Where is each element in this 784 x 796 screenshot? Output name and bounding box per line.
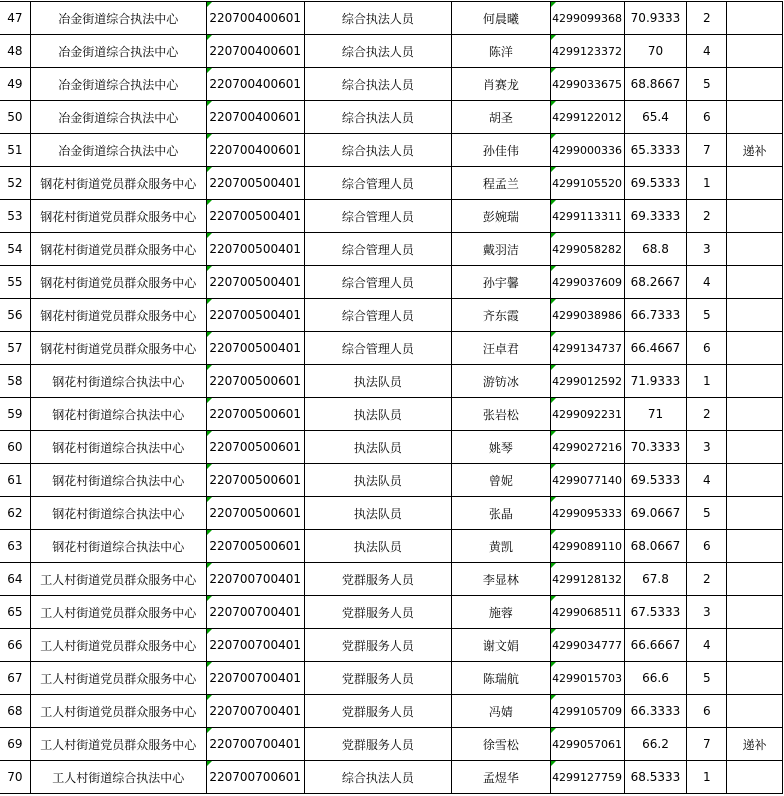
- note-cell: [727, 662, 783, 695]
- ticket-number-cell: 4299127759: [550, 761, 624, 794]
- candidate-name-cell: 汪卓君: [452, 332, 551, 365]
- table-row: [0, 728, 783, 761]
- position-name-cell: 党群服务人员: [304, 629, 451, 662]
- candidate-name-cell: 彭婉瑞: [452, 200, 551, 233]
- table-row: [0, 431, 783, 464]
- table-row: [0, 101, 783, 134]
- table-row: [0, 35, 783, 68]
- position-code-cell: 220700500601: [206, 464, 304, 497]
- rank-cell: 2: [687, 563, 727, 596]
- candidate-name-cell: 姚琴: [452, 431, 551, 464]
- unit-cell: 钢花村街道党员群众服务中心: [30, 167, 206, 200]
- position-code-cell: 220700500401: [206, 233, 304, 266]
- unit-cell: 冶金街道综合执法中心: [30, 35, 206, 68]
- score-cell: 66.4667: [624, 332, 687, 365]
- results-table: [0, 1, 783, 794]
- note-cell: [727, 101, 783, 134]
- table-row: [0, 233, 783, 266]
- note-cell: [727, 35, 783, 68]
- note-cell: [727, 332, 783, 365]
- score-cell: 65.4: [624, 101, 687, 134]
- candidate-name-cell: 冯婧: [452, 695, 551, 728]
- unit-cell: 冶金街道综合执法中心: [30, 134, 206, 167]
- note-cell: [727, 200, 783, 233]
- ticket-number-cell: 4299057061: [550, 728, 624, 761]
- candidate-name-cell: 谢文娟: [452, 629, 551, 662]
- position-name-cell: 综合管理人员: [304, 266, 451, 299]
- candidate-name-cell: 施蓉: [452, 596, 551, 629]
- score-cell: 68.2667: [624, 266, 687, 299]
- ticket-number-cell: 4299105520: [550, 167, 624, 200]
- candidate-name-cell: 孟煜华: [452, 761, 551, 794]
- note-cell: [727, 299, 783, 332]
- unit-cell: 工人村街道党员群众服务中心: [30, 662, 206, 695]
- unit-cell: 钢花村街道党员群众服务中心: [30, 200, 206, 233]
- position-code-cell: 220700700401: [206, 596, 304, 629]
- ticket-number-cell: 4299012592: [550, 365, 624, 398]
- candidate-name-cell: 胡圣: [452, 101, 551, 134]
- note-cell: [727, 596, 783, 629]
- row-number-cell: 68: [0, 695, 30, 728]
- unit-cell: 工人村街道党员群众服务中心: [30, 629, 206, 662]
- rank-cell: 5: [687, 299, 727, 332]
- row-number-cell: 61: [0, 464, 30, 497]
- position-code-cell: 220700500401: [206, 332, 304, 365]
- rank-cell: 4: [687, 35, 727, 68]
- unit-cell: 钢花村街道综合执法中心: [30, 398, 206, 431]
- row-number-cell: 53: [0, 200, 30, 233]
- position-name-cell: 综合执法人员: [304, 761, 451, 794]
- rank-cell: 7: [687, 728, 727, 761]
- position-code-cell: 220700700401: [206, 563, 304, 596]
- score-cell: 70.9333: [624, 2, 687, 35]
- position-name-cell: 党群服务人员: [304, 563, 451, 596]
- ticket-number-cell: 4299105709: [550, 695, 624, 728]
- score-cell: 69.3333: [624, 200, 687, 233]
- table-row: [0, 2, 783, 35]
- score-cell: 65.3333: [624, 134, 687, 167]
- candidate-name-cell: 肖赛龙: [452, 68, 551, 101]
- table-row: [0, 464, 783, 497]
- score-cell: 68.0667: [624, 530, 687, 563]
- position-name-cell: 综合管理人员: [304, 332, 451, 365]
- score-cell: 69.5333: [624, 167, 687, 200]
- ticket-number-cell: 4299068511: [550, 596, 624, 629]
- rank-cell: 2: [687, 200, 727, 233]
- row-number-cell: 58: [0, 365, 30, 398]
- unit-cell: 钢花村街道综合执法中心: [30, 365, 206, 398]
- table-row: [0, 761, 783, 794]
- candidate-name-cell: 曾妮: [452, 464, 551, 497]
- rank-cell: 6: [687, 530, 727, 563]
- ticket-number-cell: 4299033675: [550, 68, 624, 101]
- score-cell: 68.8: [624, 233, 687, 266]
- table-row: [0, 332, 783, 365]
- position-name-cell: 综合管理人员: [304, 233, 451, 266]
- score-cell: 66.3333: [624, 695, 687, 728]
- position-name-cell: 综合管理人员: [304, 200, 451, 233]
- row-number-cell: 67: [0, 662, 30, 695]
- rank-cell: 4: [687, 266, 727, 299]
- row-number-cell: 65: [0, 596, 30, 629]
- note-cell: [727, 68, 783, 101]
- unit-cell: 钢花村街道党员群众服务中心: [30, 266, 206, 299]
- row-number-cell: 49: [0, 68, 30, 101]
- rank-cell: 3: [687, 431, 727, 464]
- ticket-number-cell: 4299089110: [550, 530, 624, 563]
- position-name-cell: 党群服务人员: [304, 596, 451, 629]
- unit-cell: 钢花村街道综合执法中心: [30, 497, 206, 530]
- position-code-cell: 220700500401: [206, 266, 304, 299]
- row-number-cell: 50: [0, 101, 30, 134]
- position-code-cell: 220700400601: [206, 68, 304, 101]
- note-cell: [727, 761, 783, 794]
- table-row: [0, 200, 783, 233]
- unit-cell: 钢花村街道综合执法中心: [30, 464, 206, 497]
- row-number-cell: 47: [0, 2, 30, 35]
- row-number-cell: 70: [0, 761, 30, 794]
- candidate-name-cell: 游钫冰: [452, 365, 551, 398]
- position-code-cell: 220700500401: [206, 200, 304, 233]
- score-cell: 66.6667: [624, 629, 687, 662]
- position-code-cell: 220700700401: [206, 629, 304, 662]
- ticket-number-cell: 4299015703: [550, 662, 624, 695]
- candidate-name-cell: 陈洋: [452, 35, 551, 68]
- candidate-name-cell: 戴羽洁: [452, 233, 551, 266]
- rank-cell: 7: [687, 134, 727, 167]
- row-number-cell: 55: [0, 266, 30, 299]
- unit-cell: 钢花村街道党员群众服务中心: [30, 299, 206, 332]
- ticket-number-cell: 4299000336: [550, 134, 624, 167]
- ticket-number-cell: 4299034777: [550, 629, 624, 662]
- table-row: [0, 629, 783, 662]
- candidate-name-cell: 程孟兰: [452, 167, 551, 200]
- table-body: [0, 2, 783, 794]
- score-cell: 66.7333: [624, 299, 687, 332]
- score-cell: 66.2: [624, 728, 687, 761]
- row-number-cell: 63: [0, 530, 30, 563]
- unit-cell: 钢花村街道党员群众服务中心: [30, 332, 206, 365]
- candidate-name-cell: 张岩松: [452, 398, 551, 431]
- unit-cell: 工人村街道党员群众服务中心: [30, 596, 206, 629]
- note-cell: [727, 167, 783, 200]
- table-row: [0, 68, 783, 101]
- note-cell: [727, 464, 783, 497]
- row-number-cell: 69: [0, 728, 30, 761]
- unit-cell: 钢花村街道综合执法中心: [30, 431, 206, 464]
- ticket-number-cell: 4299037609: [550, 266, 624, 299]
- position-code-cell: 220700400601: [206, 2, 304, 35]
- score-cell: 67.8: [624, 563, 687, 596]
- candidate-name-cell: 陈瑞航: [452, 662, 551, 695]
- position-name-cell: 执法队员: [304, 497, 451, 530]
- position-code-cell: 220700700401: [206, 695, 304, 728]
- table-row: [0, 497, 783, 530]
- table-row: [0, 299, 783, 332]
- rank-cell: 6: [687, 695, 727, 728]
- unit-cell: 钢花村街道综合执法中心: [30, 530, 206, 563]
- score-cell: 71: [624, 398, 687, 431]
- ticket-number-cell: 4299123372: [550, 35, 624, 68]
- note-cell: [727, 629, 783, 662]
- rank-cell: 4: [687, 629, 727, 662]
- unit-cell: 冶金街道综合执法中心: [30, 68, 206, 101]
- position-code-cell: 220700500601: [206, 530, 304, 563]
- score-cell: 68.8667: [624, 68, 687, 101]
- rank-cell: 5: [687, 662, 727, 695]
- position-name-cell: 综合执法人员: [304, 101, 451, 134]
- table-row: [0, 695, 783, 728]
- score-cell: 68.5333: [624, 761, 687, 794]
- position-name-cell: 党群服务人员: [304, 728, 451, 761]
- position-name-cell: 综合管理人员: [304, 167, 451, 200]
- note-cell: [727, 497, 783, 530]
- ticket-number-cell: 4299027216: [550, 431, 624, 464]
- position-name-cell: 党群服务人员: [304, 662, 451, 695]
- row-number-cell: 52: [0, 167, 30, 200]
- score-cell: 69.5333: [624, 464, 687, 497]
- candidate-name-cell: 孙宇馨: [452, 266, 551, 299]
- ticket-number-cell: 4299128132: [550, 563, 624, 596]
- row-number-cell: 57: [0, 332, 30, 365]
- table-row: [0, 398, 783, 431]
- row-number-cell: 56: [0, 299, 30, 332]
- candidate-name-cell: 何晨曦: [452, 2, 551, 35]
- ticket-number-cell: 4299122012: [550, 101, 624, 134]
- position-name-cell: 综合管理人员: [304, 299, 451, 332]
- score-cell: 70.3333: [624, 431, 687, 464]
- position-code-cell: 220700700401: [206, 662, 304, 695]
- note-cell: [727, 431, 783, 464]
- position-code-cell: 220700700601: [206, 761, 304, 794]
- note-cell: [727, 563, 783, 596]
- note-cell: [727, 266, 783, 299]
- row-number-cell: 48: [0, 35, 30, 68]
- candidate-name-cell: 黄凯: [452, 530, 551, 563]
- position-code-cell: 220700500601: [206, 365, 304, 398]
- ticket-number-cell: 4299058282: [550, 233, 624, 266]
- score-cell: 70: [624, 35, 687, 68]
- note-cell: [727, 2, 783, 35]
- table-row: [0, 530, 783, 563]
- ticket-number-cell: 4299092231: [550, 398, 624, 431]
- position-code-cell: 220700500601: [206, 398, 304, 431]
- unit-cell: 钢花村街道党员群众服务中心: [30, 233, 206, 266]
- unit-cell: 冶金街道综合执法中心: [30, 2, 206, 35]
- table-row: [0, 134, 783, 167]
- position-code-cell: 220700400601: [206, 101, 304, 134]
- table-row: [0, 167, 783, 200]
- rank-cell: 2: [687, 398, 727, 431]
- note-cell: 递补: [727, 728, 783, 761]
- rank-cell: 2: [687, 2, 727, 35]
- position-code-cell: 220700500601: [206, 431, 304, 464]
- position-code-cell: 220700500401: [206, 167, 304, 200]
- note-cell: [727, 530, 783, 563]
- rank-cell: 6: [687, 101, 727, 134]
- row-number-cell: 64: [0, 563, 30, 596]
- unit-cell: 工人村街道党员群众服务中心: [30, 728, 206, 761]
- row-number-cell: 51: [0, 134, 30, 167]
- rank-cell: 3: [687, 233, 727, 266]
- row-number-cell: 60: [0, 431, 30, 464]
- row-number-cell: 59: [0, 398, 30, 431]
- position-name-cell: 执法队员: [304, 431, 451, 464]
- ticket-number-cell: 4299038986: [550, 299, 624, 332]
- row-number-cell: 54: [0, 233, 30, 266]
- position-name-cell: 执法队员: [304, 398, 451, 431]
- candidate-name-cell: 孙佳伟: [452, 134, 551, 167]
- position-name-cell: 党群服务人员: [304, 695, 451, 728]
- position-name-cell: 综合执法人员: [304, 68, 451, 101]
- rank-cell: 1: [687, 365, 727, 398]
- note-cell: [727, 398, 783, 431]
- candidate-name-cell: 齐东霞: [452, 299, 551, 332]
- rank-cell: 6: [687, 332, 727, 365]
- note-cell: [727, 233, 783, 266]
- ticket-number-cell: 4299099368: [550, 2, 624, 35]
- candidate-name-cell: 徐雪松: [452, 728, 551, 761]
- note-cell: [727, 695, 783, 728]
- position-code-cell: 220700500401: [206, 299, 304, 332]
- row-number-cell: 66: [0, 629, 30, 662]
- unit-cell: 工人村街道党员群众服务中心: [30, 695, 206, 728]
- ticket-number-cell: 4299095333: [550, 497, 624, 530]
- table-row: [0, 563, 783, 596]
- position-name-cell: 综合执法人员: [304, 35, 451, 68]
- unit-cell: 冶金街道综合执法中心: [30, 101, 206, 134]
- score-cell: 69.0667: [624, 497, 687, 530]
- table-row: [0, 662, 783, 695]
- unit-cell: 工人村街道党员群众服务中心: [30, 563, 206, 596]
- candidate-name-cell: 张晶: [452, 497, 551, 530]
- position-name-cell: 执法队员: [304, 365, 451, 398]
- position-name-cell: 综合执法人员: [304, 134, 451, 167]
- rank-cell: 1: [687, 761, 727, 794]
- rank-cell: 5: [687, 497, 727, 530]
- score-cell: 66.6: [624, 662, 687, 695]
- note-cell: 递补: [727, 134, 783, 167]
- unit-cell: 工人村街道综合执法中心: [30, 761, 206, 794]
- row-number-cell: 62: [0, 497, 30, 530]
- position-code-cell: 220700700401: [206, 728, 304, 761]
- table-row: [0, 365, 783, 398]
- rank-cell: 1: [687, 167, 727, 200]
- ticket-number-cell: 4299077140: [550, 464, 624, 497]
- position-code-cell: 220700400601: [206, 134, 304, 167]
- table-row: [0, 266, 783, 299]
- position-name-cell: 执法队员: [304, 464, 451, 497]
- score-cell: 67.5333: [624, 596, 687, 629]
- position-code-cell: 220700500601: [206, 497, 304, 530]
- position-name-cell: 执法队员: [304, 530, 451, 563]
- ticket-number-cell: 4299113311: [550, 200, 624, 233]
- position-name-cell: 综合执法人员: [304, 2, 451, 35]
- position-code-cell: 220700400601: [206, 35, 304, 68]
- candidate-name-cell: 李显林: [452, 563, 551, 596]
- table-row: [0, 596, 783, 629]
- note-cell: [727, 365, 783, 398]
- rank-cell: 3: [687, 596, 727, 629]
- ticket-number-cell: 4299134737: [550, 332, 624, 365]
- rank-cell: 5: [687, 68, 727, 101]
- score-cell: 71.9333: [624, 365, 687, 398]
- rank-cell: 4: [687, 464, 727, 497]
